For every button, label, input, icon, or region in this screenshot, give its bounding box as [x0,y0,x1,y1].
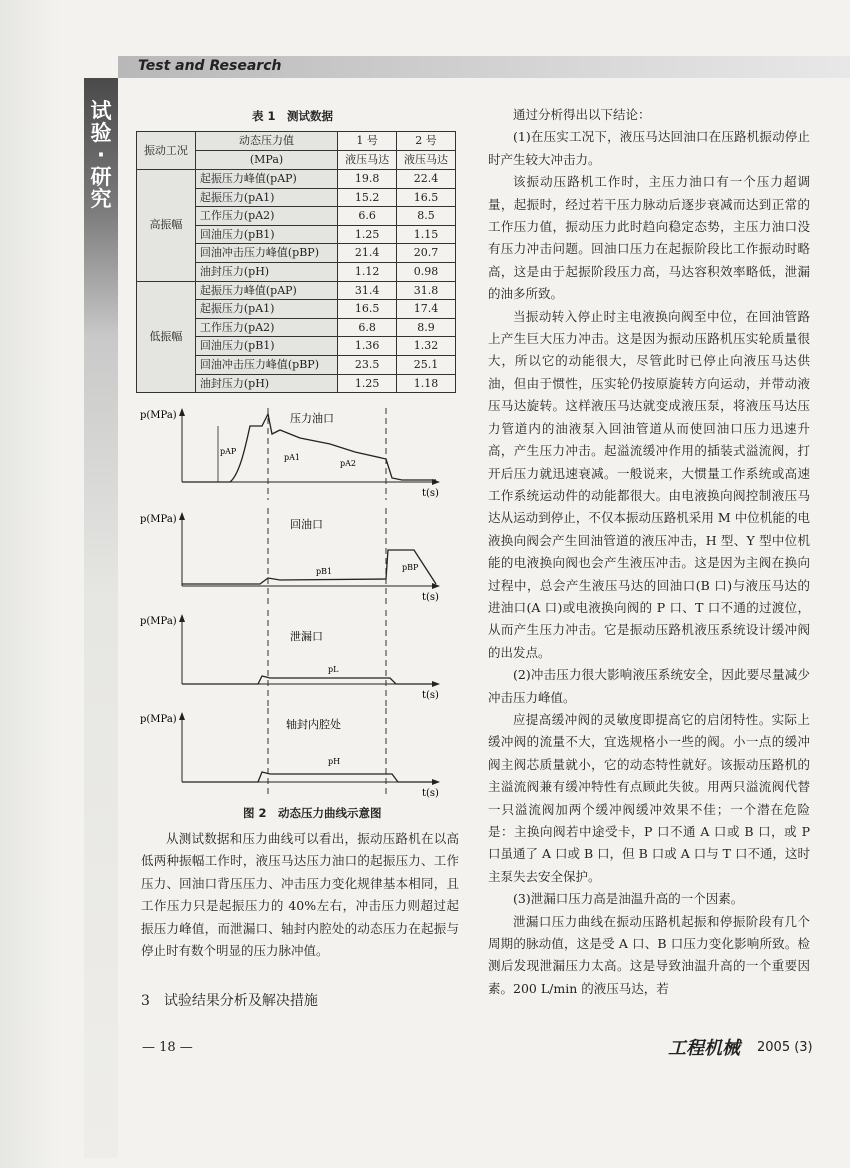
y-axis-arrow [179,512,185,520]
plot-pressure-port [140,404,460,504]
paragraph: 当振动转入停止时主电液换向阀至中位，在回油管路上产生巨大压力冲击。这是因为振动压路机压实轮质量很大，所以它的动能很大，尽管此时已停止向液压马达供油，但由于惯性，压实轮仍按原旋转方向运动，并带动液压马达旋转。这样液压马达就变成液压泵，将液压马达压力管道内的油液泵入回油管道从而使回油口压力迅速升高，产生压力冲击。起溢流缓冲作用的插装式溢流阀，打开后压力就迅速衰减。一般说来，大惯量工作系统或高速工作系统运动件的动能都很大。由电液换向阀控制液压马达从运动到停止，不仅本振动压路机采用 M 中位机能的电液换向阀会产生回油管道的液压冲击，H 型、Y 型中位机能的电液换向阀也会产生液压冲击。这是因为主阀在换向过程中，总会产生液压马达的回油口(B 口)与液压马达的进油口(A 口)或电液换向阀的 P 口、T 口不通的过渡位，从而产生压力冲击。它是振动压路机液压系统设计缓冲阀的出发点。 [488,308,810,660]
param-cell: 油封压力(pH) [195,374,337,393]
y-axis-arrow [179,614,185,622]
panel-title: 回油口 [290,518,323,531]
svg-text:pB1: pB1 [316,567,333,576]
header-condition: 振动工况 [137,132,196,170]
value-cell: 1.32 [397,337,456,356]
value-cell: 22.4 [397,170,456,189]
value-cell: 16.5 [397,188,456,207]
value-cell: 8.5 [397,207,456,226]
value-cell: 16.5 [338,300,397,319]
plot-shaft-seal [140,708,460,808]
value-cell: 19.8 [338,170,397,189]
page-binding-shadow [0,0,64,1168]
journal-issue: 2005 (3) [757,1040,813,1055]
value-cell: 25.1 [397,355,456,374]
x-axis-label: t(s) [422,592,439,603]
running-title: Test and Research [138,58,282,74]
header-motor1: 1 号 [338,132,397,151]
param-cell: 起振压力峰值(pAP) [195,281,337,300]
value-cell: 1.25 [338,225,397,244]
param-cell: 起振压力峰值(pAP) [195,170,337,189]
paragraph: (3)泄漏口压力高是油温升高的一个因素。 [513,891,744,907]
page-number: — 18 — [142,1040,193,1055]
left-paragraph: 从测试数据和压力曲线可以看出，振动压路机在以高低两种振幅工作时，液压马达压力油口的起振压力、工作压力、回油口背压压力、冲击压力变化规律基本相同，且工作压力只是起振压力的 40%左右，冲击压力则超过起振压力峰值，而泄漏口、轴封内腔处的动态压力在起振与停止时有数个明显的压力脉冲值。 [141,831,459,959]
value-cell: 20.7 [397,244,456,263]
header-motor2: 2 号 [397,132,456,151]
y-axis-label: p(MPa) [140,514,177,525]
param-cell: 油封压力(pH) [195,262,337,281]
svg-text:pAP: pAP [220,447,237,456]
paragraph: 通过分析得出以下结论： [513,107,651,122]
x-axis-label: t(s) [422,788,439,799]
param-cell: 工作压力(pA2) [195,318,337,337]
param-cell: 回油冲击压力峰值(pBP) [195,244,337,263]
panel-title: 泄漏口 [290,630,323,643]
side-label: 试验·研究 [90,99,112,211]
param-cell: 起振压力(pA1) [195,188,337,207]
paragraph: 应提高缓冲阀的灵敏度即提高它的启闭特性。实际上缓冲阀的流量不大，宜选规格小一些的阀。小一点的缓冲阀主阀芯质量就小，它的动态特性就好。该振动压路机的主溢流阀兼有缓冲特性有点顾此失彼。用两只溢流阀代替一只溢流阀加两个缓冲阀缓冲效果不佳；一个潜在危险是：主换向阀若中途受卡，P 口不通 A 口或 B 口，或 P 口虽通了 A 口或 B 口，但 B 口或 A 口与 T 口不通，这时主泵失去安全保护。 [488,711,810,884]
table-row [137,281,456,300]
paragraph: 该振动压路机工作时，主压力油口有一个压力超调量，起振时，经过若干压力脉动后逐步衰减而达到正常的工作压力值，振动压力此时趋向稳定态势，主压力油口没有压力冲击问题。回油口压力在起振阶段比工作振动时略高，这是由于起振阶段压力高，马达容积效率略低，泄漏的油多所致。 [488,174,810,302]
value-cell: 31.4 [338,281,397,300]
x-axis-label: t(s) [422,690,439,701]
section-heading: 3 试验结果分析及解决措施 [141,993,318,1009]
value-cell: 23.5 [338,355,397,374]
header-param: 动态压力值 [195,132,337,151]
param-cell: 工作压力(pA2) [195,207,337,226]
param-cell: 起振压力(pA1) [195,300,337,319]
pressure-curve [182,676,436,684]
plot-return-port [140,508,460,608]
value-cell: 17.4 [397,300,456,319]
param-cell: 回油压力(pB1) [195,225,337,244]
pressure-curve [182,772,436,782]
header-motor2-sub: 液压马达 [397,151,456,170]
x-axis-label: t(s) [422,488,439,499]
table-caption: 表 1 测试数据 [252,109,334,123]
svg-text:pH: pH [328,757,341,766]
value-cell: 21.4 [338,244,397,263]
value-cell: 1.15 [397,225,456,244]
y-axis-label: p(MPa) [140,616,177,627]
value-cell: 8.9 [397,318,456,337]
value-cell: 31.8 [397,281,456,300]
y-axis-label: p(MPa) [140,410,177,421]
value-cell: 1.25 [338,374,397,393]
value-cell: 1.18 [397,374,456,393]
figure-caption: 图 2 动态压力曲线示意图 [243,806,382,820]
param-cell: 回油压力(pB1) [195,337,337,356]
header-param-unit: (MPa) [195,151,337,170]
y-axis-arrow [179,408,185,416]
panel-title: 压力油口 [290,412,334,425]
condition-high: 高振幅 [137,170,196,282]
y-axis-label: p(MPa) [140,714,177,725]
value-cell: 6.8 [338,318,397,337]
paragraph: (2)冲击压力很大影响液压系统安全，因此要尽量减少冲击压力峰值。 [488,667,810,705]
svg-text:pBP: pBP [402,563,419,572]
pressure-curve [182,550,436,584]
journal-name: 工程机械 [668,1038,740,1059]
paragraph: 泄漏口压力曲线在振动压路机起振和停振阶段有几个周期的脉动值，这是受 A 口、B 口压力变化影响所致。检测后发现泄漏压力太高。这是导致油温升高的一个重要因素。200 L/min 的液压马达，若 [488,913,810,996]
param-cell: 回油冲击压力峰值(pBP) [195,355,337,374]
value-cell: 6.6 [338,207,397,226]
header-motor1-sub: 液压马达 [338,151,397,170]
svg-text:pA2: pA2 [340,459,356,468]
right-column [488,104,810,1000]
data-table [136,131,456,393]
svg-text:pA1: pA1 [284,453,300,462]
y-axis-arrow [179,712,185,720]
panel-title: 轴封内腔处 [286,718,341,731]
plot-leak-port [140,610,460,710]
value-cell: 0.98 [397,262,456,281]
value-cell: 15.2 [338,188,397,207]
value-cell: 1.36 [338,337,397,356]
svg-text:pL: pL [328,665,339,674]
value-cell: 1.12 [338,262,397,281]
side-band [84,78,118,1158]
condition-low: 低振幅 [137,281,196,393]
table-row [137,170,456,189]
paragraph: (1)在压实工况下，液压马达回油口在压路机振动停止时产生较大冲击力。 [488,129,810,167]
